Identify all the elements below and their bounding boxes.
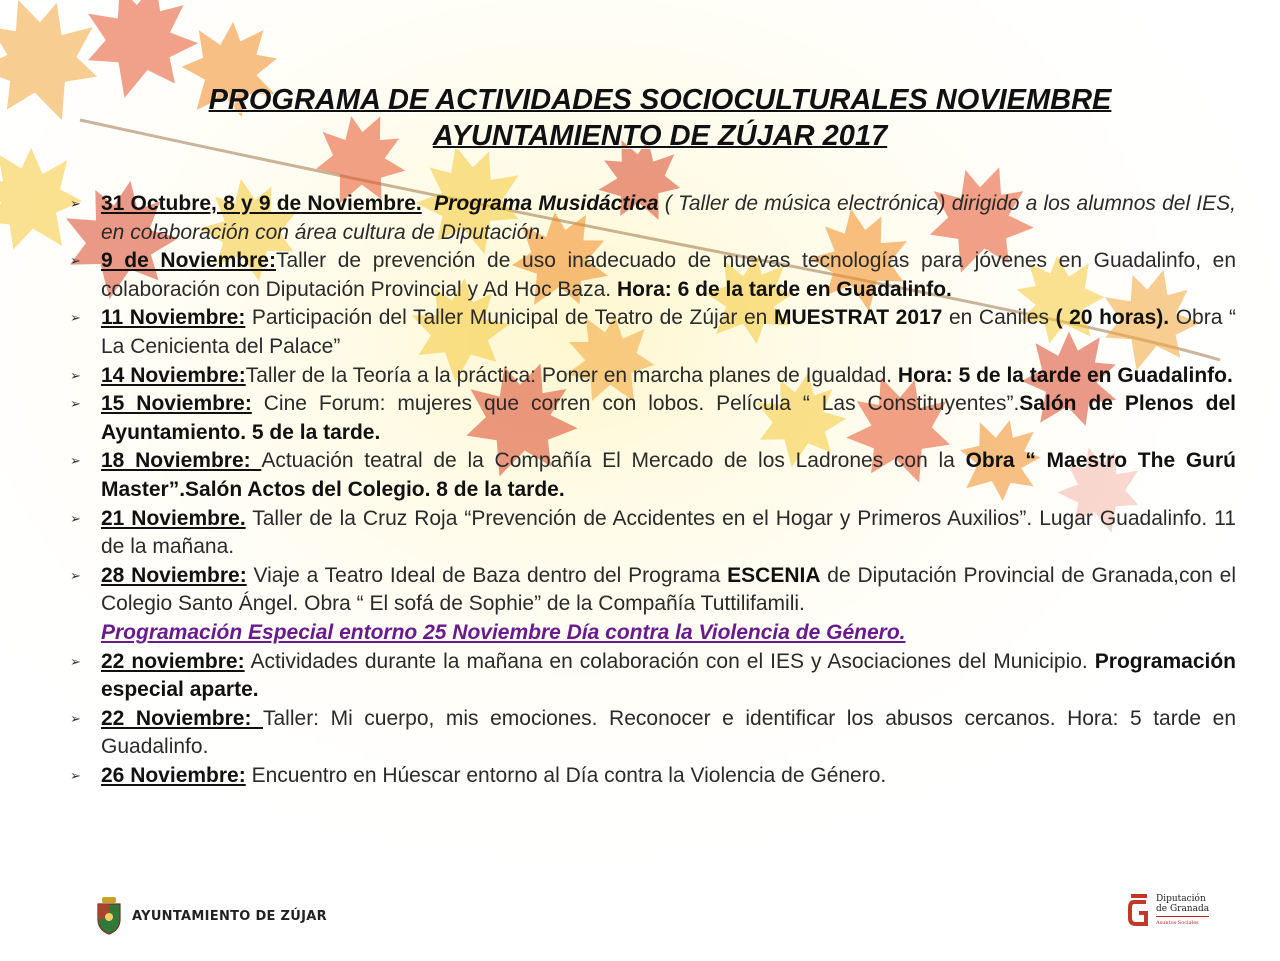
arrow-bullet-icon: ➢ xyxy=(70,510,81,526)
arrow-bullet-icon: ➢ xyxy=(70,367,81,383)
item-bold-text: ( 20 horas). xyxy=(1055,306,1170,330)
footer-diputacion xyxy=(1128,894,1209,928)
item-date: 22 Noviembre: xyxy=(101,706,263,730)
list-item xyxy=(70,362,1236,391)
diputacion-line-2: de Granada xyxy=(1156,904,1210,914)
title-line-2: AYUNTAMIENTO DE ZÚJAR 2017 xyxy=(432,120,888,152)
title-line-1: PROGRAMA DE ACTIVIDADES SOCIOCULTURALES NOVIEMBRE xyxy=(208,84,1112,116)
item-text: Taller de prevención de uso inadecuado de nuevas tecnologías para jóvenes en Guadalinfo, en colaboración con Diputación Provincial y Ad Hoc Baza. xyxy=(101,249,1237,301)
activity-list xyxy=(70,190,1236,790)
item-bold-text: ESCENIA xyxy=(727,563,821,587)
coat-of-arms-icon xyxy=(96,897,122,935)
list-item xyxy=(70,304,1236,361)
item-date: 15 Noviembre: xyxy=(101,392,252,416)
list-item xyxy=(70,505,1236,562)
item-date: 18 Noviembre: xyxy=(101,449,262,473)
item-date: 9 de Noviembre: xyxy=(101,249,276,273)
diputacion-logo-icon xyxy=(1128,894,1150,926)
item-program: Programa Musidáctica xyxy=(434,192,659,215)
list-item xyxy=(70,762,1236,791)
item-bold-text: Programación especial aparte. xyxy=(101,649,1237,702)
list-item xyxy=(70,390,1236,447)
page-title xyxy=(60,82,1260,154)
item-date: 14 Noviembre: xyxy=(101,363,246,387)
item-text: Encuentro en Húescar entorno al Día contra la Violencia de Género. xyxy=(245,763,887,787)
item-text: Taller de la Cruz Roja “Prevención de Accidentes en el Hogar y Primeros Auxilios”. Lugar Guadalinfo. 11 de la mañana. xyxy=(101,506,1236,559)
item-text: Viaje a Teatro Ideal de Baza dentro del Programa xyxy=(246,563,728,587)
arrow-bullet-icon: ➢ xyxy=(70,310,81,326)
item-text: Obra “ La Cenicienta del Palace” xyxy=(101,306,1236,358)
list-item xyxy=(70,447,1236,504)
item-bold-text: Hora: 5 de la tarde en Guadalinfo. xyxy=(897,363,1233,387)
item-text: Participación del Taller Municipal de Teatro de Zújar en xyxy=(245,306,774,330)
item-text: de Diputación Provincial de Granada,con el Colegio Santo Ángel. Obra “ El sofá de Sophie” de la Compañía Tuttilifamili. xyxy=(101,563,1236,616)
diputacion-text xyxy=(1156,894,1209,928)
diputacion-subtitle: Asuntos Sociales xyxy=(1156,916,1209,928)
arrow-bullet-icon: ➢ xyxy=(70,767,81,783)
item-date: 28 Noviembre: xyxy=(101,563,247,587)
item-text: ( Taller de música electrónica) dirigido a los alumnos del IES, en colaboración con área cultura de Diputación. xyxy=(101,192,1236,244)
item-date: 11 Noviembre: xyxy=(101,306,246,330)
item-bold-text: Hora: 6 de la tarde en Guadalinfo. xyxy=(616,277,952,301)
arrow-bullet-icon: ➢ xyxy=(70,453,81,469)
list-item xyxy=(70,648,1236,705)
item-text: Actuación teatral de la Compañía El Mercado de los Ladrones con la xyxy=(261,449,966,473)
footer-left-label: AYUNTAMIENTO DE ZÚJAR xyxy=(132,908,327,924)
list-item xyxy=(70,190,1236,247)
item-text: Cine Forum: mujeres que corren con lobos. Película “ Las Constituyentes”. xyxy=(251,392,1020,416)
item-date: 31 Octubre, 8 y 9 de Noviembre. xyxy=(101,192,422,215)
arrow-bullet-icon: ➢ xyxy=(70,196,81,211)
arrow-bullet-icon: ➢ xyxy=(70,253,81,269)
arrow-bullet-icon: ➢ xyxy=(70,567,81,583)
item-bold-text: Obra “ Maestro The Gurú Master”.Salón Actos del Colegio. 8 de la tarde. xyxy=(101,449,1237,501)
list-item xyxy=(70,705,1236,762)
item-date: 26 Noviembre: xyxy=(101,763,246,787)
item-text: Taller: Mi cuerpo, mis emociones. Reconocer e identificar los abusos cercanos. Hora: 5 tarde en Guadalinfo. xyxy=(101,706,1236,759)
footer-municipality xyxy=(96,896,327,936)
item-text: Taller de la Teoría a la práctica: Poner en marcha planes de Igualdad. xyxy=(245,363,898,387)
item-date: 22 noviembre: xyxy=(101,649,245,673)
item-bold-text: Salón de Plenos del Ayuntamiento. 5 de la tarde. xyxy=(101,392,1236,444)
arrow-bullet-icon: ➢ xyxy=(70,710,81,726)
arrow-bullet-icon: ➢ xyxy=(70,653,81,669)
item-date: 21 Noviembre. xyxy=(101,506,246,530)
item-text: en Caniles xyxy=(942,306,1056,330)
item-text: Actividades durante la mañana en colaboración con el IES y Asociaciones del Municipio. xyxy=(244,649,1095,673)
arrow-bullet-icon: ➢ xyxy=(70,396,81,412)
list-item xyxy=(70,247,1236,304)
diputacion-line-1: Diputación xyxy=(1156,894,1206,904)
special-program-heading: Programación Especial entorno 25 Noviembre Día contra la Violencia de Género. xyxy=(101,620,906,644)
item-bold-text: MUESTRAT 2017 xyxy=(773,306,943,330)
list-item xyxy=(70,562,1236,619)
